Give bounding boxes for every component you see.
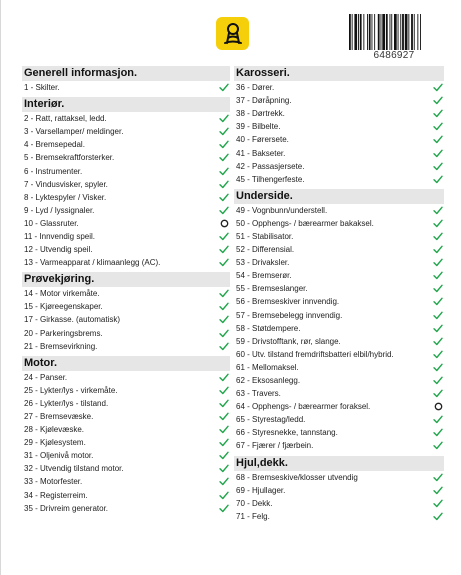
barcode-bar bbox=[354, 14, 357, 50]
checklist-item-label: 35 - Drivreim generator. bbox=[24, 503, 109, 513]
check-icon bbox=[218, 204, 230, 216]
checklist-item-label: 38 - Dørtrekk. bbox=[236, 109, 285, 119]
checklist-item bbox=[234, 230, 444, 243]
checklist-item bbox=[234, 107, 444, 120]
barcode-bar bbox=[408, 14, 409, 50]
check-icon bbox=[432, 348, 444, 360]
checklist-item bbox=[22, 164, 230, 177]
barcode-bar bbox=[391, 14, 392, 50]
checklist-item bbox=[234, 146, 444, 159]
checklist-item-label: 14 - Motor virkemåte. bbox=[24, 289, 100, 299]
checklist-item-label: 1 - Skilter. bbox=[24, 83, 60, 93]
check-icon bbox=[218, 397, 230, 409]
barcode-bar bbox=[394, 14, 397, 50]
barcode-bar bbox=[352, 14, 353, 50]
checklist-item-label: 57 - Bremsebelegg innvendig. bbox=[236, 310, 343, 320]
checklist-item-label: 12 - Utvendig speil. bbox=[24, 245, 93, 255]
checklist-item bbox=[22, 327, 230, 340]
left-column bbox=[22, 66, 230, 515]
checklist-item bbox=[22, 502, 230, 515]
check-icon bbox=[432, 388, 444, 400]
barcode-bar bbox=[363, 14, 364, 50]
checklist-item bbox=[234, 387, 444, 400]
check-icon bbox=[432, 173, 444, 185]
checklist-item bbox=[22, 151, 230, 164]
check-icon bbox=[218, 82, 230, 94]
check-icon bbox=[432, 484, 444, 496]
checklist-item bbox=[22, 191, 230, 204]
checklist-item bbox=[234, 439, 444, 452]
checklist-item bbox=[22, 81, 230, 94]
checklist-item-label: 61 - Mellomaksel. bbox=[236, 362, 299, 372]
lion-logo-icon bbox=[220, 21, 246, 47]
barcode-number: 6486927 bbox=[373, 50, 415, 61]
checklist-item-label: 41 - Bakseter. bbox=[236, 148, 286, 158]
check-icon bbox=[432, 427, 444, 439]
checklist-item-label: 28 - Kjølevæske. bbox=[24, 425, 85, 435]
check-icon bbox=[432, 204, 444, 216]
checklist-item bbox=[22, 204, 230, 217]
checklist-item-label: 27 - Bremsevæske. bbox=[24, 412, 94, 422]
checklist-item-label: 54 - Bremserør. bbox=[236, 271, 292, 281]
checklist-item-label: 15 - Kjøreegenskaper. bbox=[24, 302, 103, 312]
checklist-item bbox=[22, 287, 230, 300]
checklist-item-label: 60 - Utv. tilstand fremdriftsbatteri elbil/hybrid. bbox=[236, 349, 394, 359]
barcode-bar bbox=[367, 14, 368, 50]
checklist-item bbox=[22, 125, 230, 138]
checklist-item-label: 52 - Differensial. bbox=[236, 245, 295, 255]
check-icon bbox=[432, 309, 444, 321]
checklist-item-label: 20 - Parkeringsbrems. bbox=[24, 328, 103, 338]
check-icon bbox=[432, 375, 444, 387]
check-icon bbox=[432, 510, 444, 522]
checklist-item bbox=[22, 217, 230, 230]
checklist-item bbox=[22, 489, 230, 502]
section-header: Underside. bbox=[234, 189, 444, 204]
checklist-item-label: 10 - Glassruter. bbox=[24, 218, 79, 228]
check-icon bbox=[432, 244, 444, 256]
checklist-item bbox=[234, 269, 444, 282]
check-icon bbox=[432, 147, 444, 159]
checklist-item-label: 53 - Drivaksler. bbox=[236, 258, 290, 268]
check-icon bbox=[218, 191, 230, 203]
check-icon bbox=[218, 301, 230, 313]
checklist-item-label: 56 - Bremseskiver innvendig. bbox=[236, 297, 340, 307]
checklist-item-label: 29 - Kjølesystem. bbox=[24, 438, 86, 448]
checklist-item-label: 34 - Registerreim. bbox=[24, 490, 88, 500]
checklist-item-label: 45 - Tilhengerfeste. bbox=[236, 174, 305, 184]
checklist-item bbox=[22, 462, 230, 475]
check-icon bbox=[218, 244, 230, 256]
check-icon bbox=[432, 270, 444, 282]
checklist-item bbox=[22, 423, 230, 436]
check-icon bbox=[218, 502, 230, 514]
barcode bbox=[349, 14, 439, 50]
checklist-item-label: 37 - Døråpning. bbox=[236, 96, 292, 106]
check-icon bbox=[218, 113, 230, 125]
checklist-item-label: 49 - Vognbunn/understell. bbox=[236, 205, 328, 215]
check-icon bbox=[218, 230, 230, 242]
check-icon bbox=[218, 139, 230, 151]
check-icon bbox=[432, 283, 444, 295]
checklist-item bbox=[22, 410, 230, 423]
check-icon bbox=[432, 335, 444, 347]
barcode-bar bbox=[378, 14, 380, 50]
checklist-item bbox=[234, 217, 444, 230]
section-header: Generell informasjon. bbox=[22, 66, 230, 81]
checklist-item bbox=[22, 300, 230, 313]
check-icon bbox=[432, 296, 444, 308]
checklist-item bbox=[234, 256, 444, 269]
checklist-item bbox=[234, 413, 444, 426]
checklist-item bbox=[234, 133, 444, 146]
check-icon bbox=[432, 471, 444, 483]
checklist-item-label: 11 - Innvendig speil. bbox=[24, 231, 96, 241]
checklist-item-label: 8 - Lyktespyler / Visker. bbox=[24, 192, 107, 202]
check-icon bbox=[218, 463, 230, 475]
check-icon bbox=[432, 497, 444, 509]
checklist-item-label: 9 - Lyd / lyssignaler. bbox=[24, 205, 95, 215]
checklist-item-label: 50 - Opphengs- / bærearmer bakaksel. bbox=[236, 218, 374, 228]
checklist-item bbox=[234, 94, 444, 107]
barcode-bar bbox=[386, 14, 388, 50]
checklist-item bbox=[22, 397, 230, 410]
check-icon bbox=[432, 257, 444, 269]
checklist-item bbox=[234, 374, 444, 387]
checklist-item bbox=[234, 295, 444, 308]
checklist-item bbox=[22, 449, 230, 462]
checklist-item bbox=[234, 309, 444, 322]
checklist-item bbox=[234, 471, 444, 484]
checklist-item bbox=[234, 322, 444, 335]
checklist-item-label: 17 - Girkasse. (automatisk) bbox=[24, 315, 121, 325]
checklist-item-label: 71 - Felg. bbox=[236, 511, 270, 521]
barcode-bar bbox=[414, 14, 415, 50]
circle-icon bbox=[218, 217, 230, 229]
barcode-bar bbox=[398, 14, 399, 50]
checklist-item-label: 3 - Varsellamper/ meldinger. bbox=[24, 127, 124, 137]
check-icon bbox=[218, 152, 230, 164]
check-icon bbox=[432, 108, 444, 120]
checklist-item bbox=[234, 81, 444, 94]
barcode-bar bbox=[417, 14, 418, 50]
checklist-item bbox=[234, 173, 444, 186]
checklist-item bbox=[234, 243, 444, 256]
check-icon bbox=[218, 257, 230, 269]
checklist-item bbox=[234, 497, 444, 510]
checklist-item-label: 21 - Bremsevirkning. bbox=[24, 341, 98, 351]
check-icon bbox=[432, 440, 444, 452]
checklist-item-label: 24 - Panser. bbox=[24, 372, 68, 382]
checklist-item bbox=[22, 178, 230, 191]
checklist-item-label: 58 - Støtdempere. bbox=[236, 323, 301, 333]
checklist-item-label: 55 - Bremseslanger. bbox=[236, 284, 308, 294]
check-icon bbox=[218, 424, 230, 436]
barcode-bar bbox=[402, 14, 404, 50]
barcode-bar bbox=[372, 14, 373, 50]
check-icon bbox=[432, 361, 444, 373]
checklist-item-label: 63 - Travers. bbox=[236, 389, 281, 399]
barcode-bar bbox=[405, 14, 408, 50]
check-icon bbox=[218, 314, 230, 326]
checklist-item-label: 13 - Varmeapparat / klimaanlegg (AC). bbox=[24, 258, 161, 268]
check-icon bbox=[218, 126, 230, 138]
section-header: Hjul,dekk. bbox=[234, 456, 444, 471]
section-header: Interiør. bbox=[22, 97, 230, 112]
check-icon bbox=[432, 121, 444, 133]
checklist-item bbox=[22, 340, 230, 353]
check-icon bbox=[218, 450, 230, 462]
checklist-item bbox=[234, 361, 444, 374]
barcode-bar bbox=[400, 14, 401, 50]
checklist-item bbox=[234, 335, 444, 348]
checklist-item bbox=[234, 120, 444, 133]
checklist-item-label: 26 - Lykter/lys - tilstand. bbox=[24, 398, 109, 408]
checklist-item bbox=[22, 256, 230, 269]
check-icon bbox=[432, 134, 444, 146]
checklist-item-label: 66 - Styresnekke, tannstang. bbox=[236, 428, 338, 438]
section-header: Motor. bbox=[22, 356, 230, 371]
checklist-item bbox=[234, 400, 444, 413]
checklist-item bbox=[22, 230, 230, 243]
checklist-item bbox=[22, 371, 230, 384]
check-icon bbox=[432, 414, 444, 426]
checklist-item-label: 70 - Dekk. bbox=[236, 498, 273, 508]
checklist-item-label: 59 - Drivstofftank, rør, slange. bbox=[236, 336, 341, 346]
checklist-item bbox=[22, 475, 230, 488]
right-column bbox=[234, 66, 444, 523]
checklist-item-label: 69 - Hjullager. bbox=[236, 485, 286, 495]
checklist-item bbox=[234, 348, 444, 361]
barcode-bar bbox=[411, 14, 413, 50]
check-icon bbox=[218, 384, 230, 396]
checklist-item-label: 51 - Stabilisator. bbox=[236, 231, 294, 241]
barcode-bar bbox=[369, 14, 371, 50]
check-icon bbox=[218, 165, 230, 177]
barcode-bar bbox=[358, 14, 359, 50]
check-icon bbox=[432, 230, 444, 242]
barcode-bar bbox=[420, 14, 421, 50]
checklist-item-label: 40 - Førersete. bbox=[236, 135, 289, 145]
check-icon bbox=[432, 95, 444, 107]
check-icon bbox=[218, 476, 230, 488]
checklist-item-label: 42 - Passasjersete. bbox=[236, 161, 305, 171]
circle-icon bbox=[432, 401, 444, 413]
checklist-item bbox=[234, 510, 444, 523]
check-icon bbox=[218, 371, 230, 383]
checklist-item-label: 39 - Bilbelte. bbox=[236, 122, 281, 132]
barcode-bar bbox=[381, 14, 382, 50]
check-icon bbox=[218, 178, 230, 190]
check-icon bbox=[218, 411, 230, 423]
barcode-bar bbox=[360, 14, 362, 50]
brand-logo bbox=[216, 17, 249, 50]
barcode-bar bbox=[374, 14, 375, 50]
check-icon bbox=[218, 489, 230, 501]
barcode-bar bbox=[382, 14, 385, 50]
checklist-item-label: 33 - Motorfester. bbox=[24, 477, 83, 487]
checklist-item bbox=[22, 112, 230, 125]
checklist-item bbox=[22, 138, 230, 151]
checklist-item bbox=[234, 204, 444, 217]
checklist-item bbox=[234, 484, 444, 497]
checklist-item-label: 6 - Instrumenter. bbox=[24, 166, 83, 176]
checklist-item bbox=[22, 436, 230, 449]
barcode-bar bbox=[390, 14, 391, 50]
check-icon bbox=[432, 322, 444, 334]
checklist-item-label: 2 - Ratt, rattaksel, ledd. bbox=[24, 114, 107, 124]
checklist-item-label: 62 - Eksosanlegg. bbox=[236, 376, 301, 386]
check-icon bbox=[432, 82, 444, 94]
check-icon bbox=[218, 437, 230, 449]
checklist-item-label: 32 - Utvendig tilstand motor. bbox=[24, 464, 124, 474]
checklist-item-label: 25 - Lykter/lys - virkemåte. bbox=[24, 385, 118, 395]
checklist-item bbox=[234, 426, 444, 439]
checklist-item-label: 31 - Oljenivå motor. bbox=[24, 451, 94, 461]
check-icon bbox=[432, 217, 444, 229]
checklist-item bbox=[22, 313, 230, 326]
checklist-item bbox=[22, 243, 230, 256]
checklist-item-label: 65 - Styrestag/ledd. bbox=[236, 415, 306, 425]
checklist-item-label: 7 - Vindusvisker, spyler. bbox=[24, 179, 108, 189]
barcode-bar bbox=[349, 14, 351, 50]
check-icon bbox=[218, 327, 230, 339]
checklist-item-label: 4 - Bremsepedal. bbox=[24, 140, 85, 150]
checklist-item-label: 64 - Opphengs- / bærearmer foraksel. bbox=[236, 402, 371, 412]
checklist-item-label: 5 - Bremsekraftforsterker. bbox=[24, 153, 115, 163]
checklist-item bbox=[234, 282, 444, 295]
check-icon bbox=[432, 160, 444, 172]
checklist-item-label: 36 - Dører. bbox=[236, 83, 275, 93]
check-icon bbox=[218, 340, 230, 352]
section-header: Prøvekjøring. bbox=[22, 272, 230, 287]
checklist-item bbox=[22, 384, 230, 397]
check-icon bbox=[218, 288, 230, 300]
section-header: Karosseri. bbox=[234, 66, 444, 81]
checklist-item bbox=[234, 160, 444, 173]
checklist-item-label: 68 - Bremseskive/klosser utvendig bbox=[236, 472, 358, 482]
checklist-item-label: 67 - Fjærer / fjærbein. bbox=[236, 441, 314, 451]
